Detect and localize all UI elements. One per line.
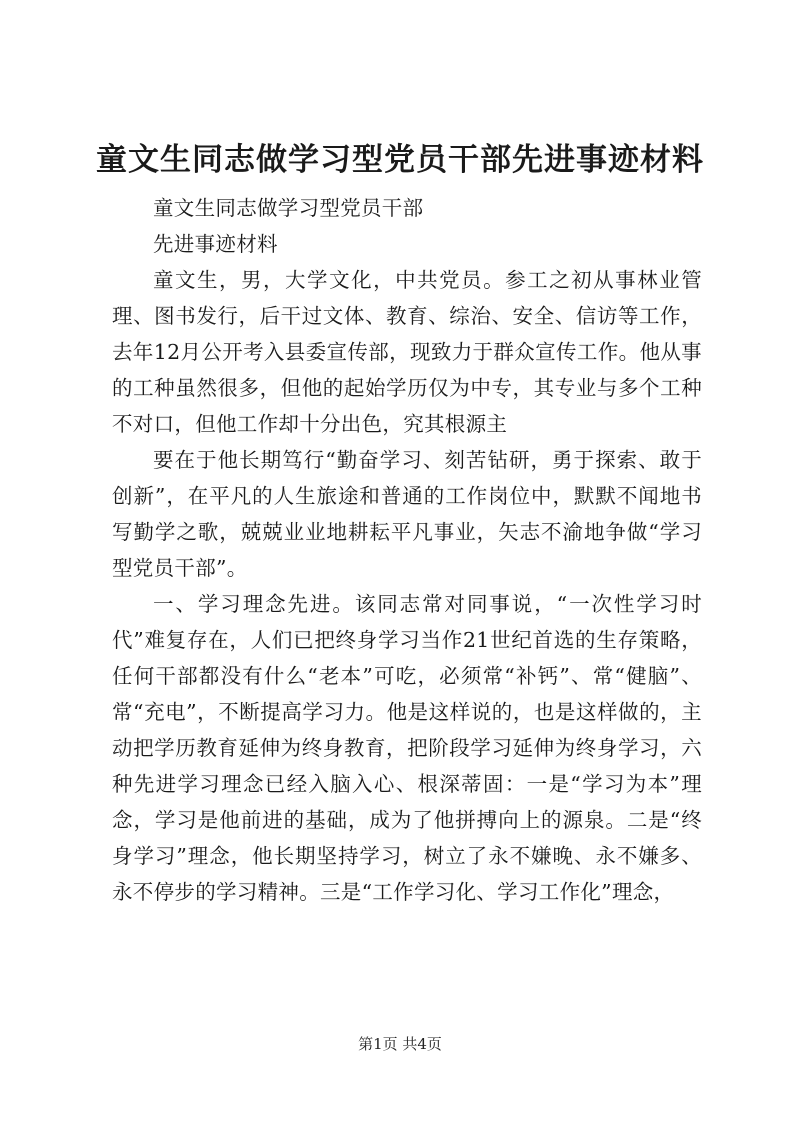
document-title: 童文生同志做学习型党员干部先进事迹材料	[96, 142, 704, 178]
document-body	[112, 190, 702, 910]
paragraph-subtitle-line-2: 先进事迹材料	[153, 232, 278, 256]
paragraph-subtitle-line-1: 童文生同志做学习型党员干部	[153, 196, 424, 220]
paragraph-section-one: 一、学习理念先进。该同志常对同事说，“一次性学习时代”难复存在，人们已把终身学习当作21世纪首选的生存策略，任何干部都没有什么“老本”可吃，必须常“补钙”、常“健脑”、常“充电”，不断提高学习力。他是这样说的，也是这样做的，主动把学历教育延伸为终身教育，把阶段学习延伸为终身学习，六种先进学习理念已经入脑入心、根深蒂固：一是“学习为本”理念，学习是他前进的基础，成为了他拼搏向上的源泉。二是“终身学习”理念，他长期坚持学习，树立了永不嫌晚、永不嫌多、永不停步的学习精神。三是“工作学习化、学习工作化”理念，	[112, 592, 702, 904]
paragraph-intro: 童文生，男，大学文化，中共党员。参工之初从事林业管理、图书发行，后干过文体、教育、综治、安全、信访等工作，去年12月公开考入县委宣传部，现致力于群众宣传工作。他从事的工种虽然很多，但他的起始学历仅为中专，其专业与多个工种不对口，但他工作却十分出色，究其根源主	[112, 268, 702, 436]
paragraph-continuation: 要在于他长期笃行“勤奋学习、刻苦钻研，勇于探索、敢于创新”，在平凡的人生旅途和普通的工作岗位中，默默不闻地书写勤学之歌，兢兢业业地耕耘平凡事业，矢志不渝地争做“学习型党员干部”。	[112, 448, 702, 580]
page-number-footer: 第1页 共4页	[358, 1035, 442, 1053]
